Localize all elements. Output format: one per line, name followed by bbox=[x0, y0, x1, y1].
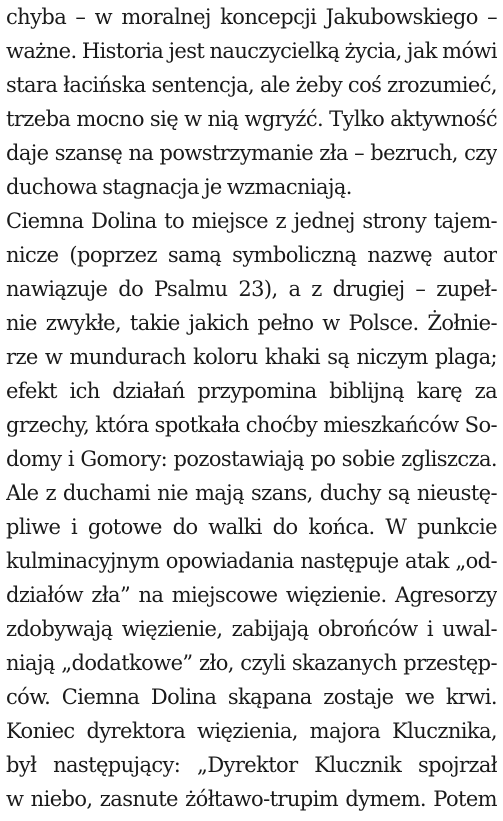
text-line: efekt ich działań przypomina biblijną karę za bbox=[6, 379, 497, 403]
text-line: rze w mundurach koloru khaki są niczym plaga; bbox=[6, 345, 497, 369]
text-line: trzeba mocno się w nią wgryźć. Tylko aktywność bbox=[6, 107, 497, 131]
text-line: daje szansę na powstrzymanie zła – bezruch, czy bbox=[6, 141, 497, 165]
text-line: Koniec dyrektora więzienia, majora Klucznika, bbox=[6, 719, 497, 743]
text-line-paragraph-end: duchowa stagnacja je wzmacniają. bbox=[6, 175, 352, 199]
text-line: zdobywają więzienie, zabijają obrońców i uwal- bbox=[6, 617, 497, 641]
text-line: w niebo, zasnute żółtawo-trupim dymem. Potem bbox=[6, 787, 497, 811]
text-line: chyba – w moralnej koncepcji Jakubowskiego – bbox=[6, 5, 497, 29]
text-line: nawiązuje do Psalmu 23), a z drugiej – zupeł- bbox=[6, 277, 497, 301]
text-line: kulminacyjnym opowiadania następuje atak „od- bbox=[6, 549, 497, 573]
text-line-paragraph-start: Ciemna Dolina to miejsce z jednej strony tajem- bbox=[6, 209, 497, 233]
text-line: był następujący: „Dyrektor Klucznik spojrzał bbox=[6, 753, 497, 777]
text-line: Ale z duchami nie mają szans, duchy są nieustę- bbox=[6, 481, 497, 505]
text-line: nie zwykłe, takie jakich pełno w Polsce. Żołnie- bbox=[6, 311, 497, 335]
text-line: działów zła” na miejscowe więzienie. Agresorzy bbox=[6, 583, 497, 607]
text-line: ważne. Historia jest nauczycielką życia, jak mówi bbox=[6, 39, 497, 63]
text-line: niają „dodatkowe” zło, czyli skazanych przestęp- bbox=[6, 651, 497, 675]
text-line: stara łacińska sentencja, ale żeby coś zrozumieć, bbox=[6, 73, 497, 97]
text-line: ców. Ciemna Dolina skąpana zostaje we krwi. bbox=[6, 685, 497, 709]
text-line: grzechy, która spotkała choćby mieszkańców So- bbox=[6, 413, 497, 437]
text-line: domy i Gomory: pozostawiają po sobie zgliszcza. bbox=[6, 447, 497, 471]
text-line: nicze (poprzez samą symboliczną nazwę autor bbox=[6, 243, 497, 267]
text-line: pliwe i gotowe do walki do końca. W punkcie bbox=[6, 515, 497, 539]
